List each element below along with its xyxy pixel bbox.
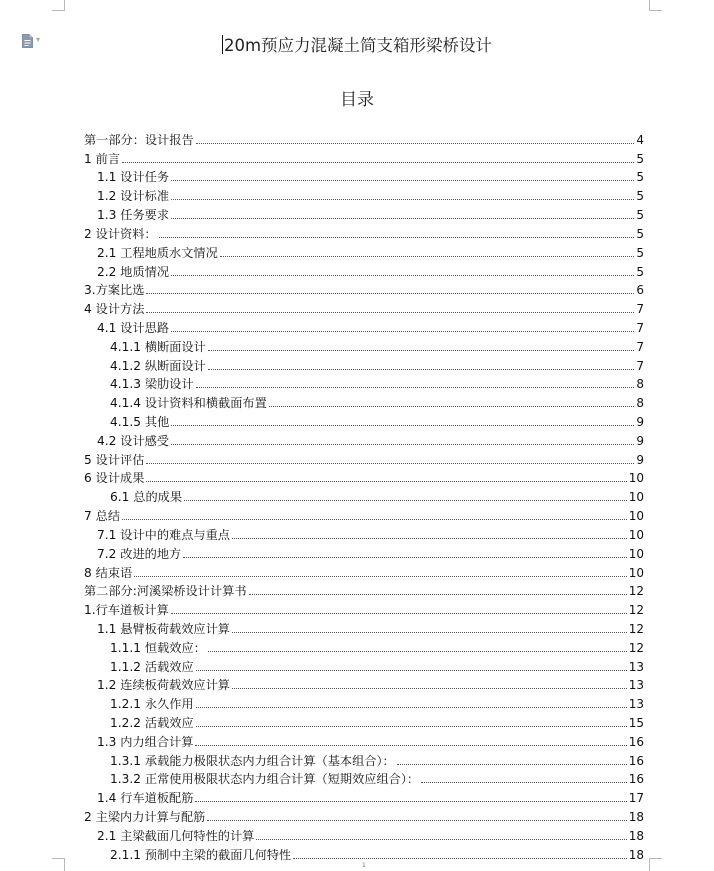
toc-entry[interactable]	[84, 655, 644, 674]
toc-entry[interactable]	[84, 184, 644, 203]
toc-dot-leader	[196, 707, 627, 708]
toc-dot-leader	[293, 858, 627, 859]
toc-entry[interactable]	[84, 147, 644, 166]
toc-entry[interactable]	[84, 730, 644, 749]
toc-entry-label: 2.1.1 预制中主梁的截面几何特性	[110, 847, 292, 862]
toc-dot-leader	[146, 463, 634, 464]
toc-entry-label: 1.4 行车道板配筋	[97, 791, 194, 806]
toc-dot-leader	[171, 275, 634, 276]
toc-entry[interactable]	[84, 692, 644, 711]
toc-dot-leader	[171, 180, 634, 181]
toc-entry-page-number: 5	[636, 226, 644, 241]
toc-entry-label: 1.2.1 永久作用	[110, 697, 194, 712]
toc-entry[interactable]	[84, 749, 644, 768]
toc-entry-page-number: 12	[628, 603, 644, 618]
toc-dot-leader	[184, 500, 627, 501]
toc-entry-page-number: 8	[636, 396, 644, 411]
toc-entry-label: 2.1 工程地质水文情况	[97, 245, 218, 260]
toc-entry[interactable]	[84, 297, 644, 316]
toc-entry-page-number: 18	[628, 810, 644, 825]
toc-dot-leader	[208, 369, 635, 370]
toc-entry-label: 第一部分：设计报告	[84, 132, 194, 147]
toc-dot-leader	[146, 293, 634, 294]
toc-dot-leader	[196, 143, 635, 144]
document-title[interactable]: 20m预应力混凝土简支箱形梁桥设计	[223, 36, 493, 55]
toc-entry-page-number: 8	[636, 377, 644, 392]
toc-entry[interactable]	[84, 391, 644, 410]
toc-entry[interactable]	[84, 429, 644, 448]
toc-dot-leader	[122, 519, 627, 520]
toc-entry-label: 4.1.4 设计资料和横截面布置	[110, 396, 267, 411]
toc-entry-label: 6.1 总的成果	[110, 490, 183, 505]
toc-dot-leader	[232, 688, 627, 689]
toc-entry-label: 1.3.1 承载能力极限状态内力组合计算（基本组合）：	[110, 753, 395, 768]
toc-entry-page-number: 5	[636, 208, 644, 223]
toc-entry-label: 3.方案比选	[84, 283, 145, 298]
toc-entry-label: 4.1 设计思路	[97, 320, 170, 335]
toc-entry[interactable]	[84, 354, 644, 373]
toc-entry[interactable]	[84, 617, 644, 636]
toc-entry-page-number: 12	[628, 621, 644, 636]
toc-entry-label: 2 主梁内力计算与配筋	[84, 810, 206, 825]
toc-dot-leader	[134, 576, 627, 577]
toc-entry[interactable]	[84, 166, 644, 185]
toc-entry-page-number: 9	[636, 415, 644, 429]
toc-entry-page-number: 18	[628, 828, 644, 843]
toc-entry-page-number: 10	[628, 509, 644, 524]
toc-entry[interactable]	[84, 711, 644, 730]
toc-entry[interactable]	[84, 373, 644, 392]
toc-entry-label: 1.2.2 活载效应	[110, 716, 194, 730]
toc-dot-leader	[171, 331, 634, 332]
toc-dot-leader	[196, 726, 627, 727]
toc-entry[interactable]	[84, 279, 644, 298]
toc-entry-page-number: 13	[628, 659, 644, 674]
toc-entry-page-number: 7	[636, 302, 644, 317]
toc-dot-leader	[122, 162, 634, 163]
margin-guide-top-right	[649, 0, 662, 11]
toc-dot-leader	[256, 839, 626, 840]
toc-entry-label: 1.行车道板计算	[84, 603, 169, 618]
toc-dot-leader	[397, 764, 627, 765]
toc-dot-leader	[269, 406, 635, 407]
toc-entry-label: 1.1.2 活载效应	[110, 659, 194, 674]
toc-entry-page-number: 10	[628, 490, 644, 505]
toc-entry-page-number: 18	[628, 847, 644, 862]
toc-entry-label: 2.1 主梁截面几何特性的计算	[97, 828, 255, 843]
toc-entry-page-number: 10	[628, 527, 644, 542]
toc-entry[interactable]	[84, 636, 644, 655]
toc-entry-label: 1 前言	[84, 151, 121, 166]
toc-entry[interactable]	[84, 241, 644, 260]
toc-entry-label: 4.1.2 纵断面设计	[110, 358, 206, 373]
toc-dot-leader	[171, 444, 634, 445]
toc-entry-page-number: 7	[636, 320, 644, 335]
toc-dot-leader	[159, 237, 635, 238]
toc-entry-page-number: 12	[628, 640, 644, 655]
toc-dot-leader	[146, 312, 634, 313]
toc-entry-page-number: 5	[636, 189, 644, 204]
toc-entry-label: 8 结束语	[84, 565, 133, 580]
toc-entry-page-number: 16	[628, 753, 644, 768]
toc-entry[interactable]	[84, 598, 644, 617]
toc-entry[interactable]	[84, 674, 644, 693]
toc-entry-label: 1.3 内力组合计算	[97, 734, 194, 749]
toc-dot-leader	[171, 425, 634, 426]
toc-entry-page-number: 4	[636, 132, 644, 147]
toc-dot-leader	[220, 256, 635, 257]
toc-dot-leader	[171, 199, 634, 200]
toc-entry[interactable]	[84, 260, 644, 279]
toc-heading: 目录	[340, 90, 374, 110]
toc-entry-page-number: 6	[636, 283, 644, 298]
toc-entry-page-number: 7	[636, 339, 644, 354]
toc-dot-leader	[249, 594, 627, 595]
toc-dot-leader	[208, 350, 635, 351]
toc-entry-page-number: 9	[636, 452, 644, 467]
toc-entry[interactable]	[84, 786, 644, 805]
toc-entry[interactable]	[84, 805, 644, 824]
toc-entry-page-number: 10	[628, 546, 644, 561]
toc-entry-page-number: 7	[636, 358, 644, 373]
toc-entry[interactable]	[84, 580, 644, 599]
toc-dot-leader	[183, 557, 627, 558]
toc-dot-leader	[232, 538, 627, 539]
toc-dot-leader	[171, 218, 634, 219]
toc-entry[interactable]	[84, 824, 644, 843]
toc-entry-label: 7.2 改进的地方	[97, 546, 182, 561]
toc-entry-label: 1.3.2 正常使用极限状态内力组合计算（短期效应组合）：	[110, 772, 420, 787]
toc-entry-label: 2 设计资料：	[84, 226, 157, 241]
toc-entry[interactable]	[84, 448, 644, 467]
toc-dot-leader	[208, 651, 627, 652]
toc-entry-page-number: 9	[636, 433, 644, 448]
toc-entry-label: 4.1.5 其他	[110, 415, 170, 429]
toc-entry[interactable]	[84, 485, 644, 504]
toc-entry[interactable]	[84, 335, 644, 354]
toc-dot-leader	[196, 387, 635, 388]
toc-entry-page-number: 16	[628, 772, 644, 787]
toc-entry-label: 1.1.1 恒载效应：	[110, 640, 206, 655]
toc-dot-leader	[195, 801, 626, 802]
toc-entry[interactable]	[84, 542, 644, 561]
table-of-contents	[84, 128, 644, 862]
toc-entry-page-number: 5	[636, 151, 644, 166]
margin-guide-top-left	[52, 0, 65, 11]
toc-entry-label: 5 设计评估	[84, 452, 145, 467]
toc-entry-page-number: 10	[628, 471, 644, 486]
toc-dot-leader	[171, 613, 627, 614]
toc-dot-leader	[207, 820, 626, 821]
toc-dot-leader	[232, 632, 627, 633]
toc-entry-label: 1.1 设计任务	[97, 170, 170, 185]
toc-entry-label: 第二部分:河溪梁桥设计计算书	[84, 584, 247, 599]
toc-entry-label: 4 设计方法	[84, 302, 145, 317]
toc-entry-page-number: 16	[628, 734, 644, 749]
toc-entry[interactable]	[84, 768, 644, 787]
margin-guide-bottom-left	[52, 858, 65, 871]
toc-entry-page-number: 5	[636, 264, 644, 279]
toc-entry[interactable]	[84, 523, 644, 542]
toc-entry-page-number: 13	[628, 697, 644, 712]
toc-entry-label: 1.2 设计标准	[97, 189, 170, 204]
toc-dot-leader	[195, 745, 626, 746]
chevron-down-icon: ▾	[36, 35, 41, 44]
toc-entry-label: 6 设计成果	[84, 471, 145, 486]
margin-guide-bottom-right	[649, 858, 662, 871]
toc-entry-label: 7 总结	[84, 509, 121, 524]
toc-entry-page-number: 10	[628, 565, 644, 580]
toc-entry-page-number: 15	[628, 716, 644, 730]
text-cursor	[222, 35, 223, 54]
page-number-marker: 1	[362, 862, 366, 869]
toc-dot-leader	[421, 782, 627, 783]
toc-entry-label: 1.1 悬臂板荷载效应计算	[97, 621, 230, 636]
toc-entry-page-number: 17	[628, 791, 644, 806]
toc-entry-label: 4.2 设计感受	[97, 433, 170, 448]
toc-entry[interactable]	[84, 203, 644, 222]
toc-entry-label: 7.1 设计中的难点与重点	[97, 527, 230, 542]
toc-entry-label: 1.2 连续板荷载效应计算	[97, 678, 230, 693]
toc-entry-label: 4.1.3 梁肋设计	[110, 377, 194, 392]
toc-dot-leader	[196, 670, 627, 671]
toc-entry-page-number: 12	[628, 584, 644, 599]
toc-entry-label: 4.1.1 横断面设计	[110, 339, 206, 354]
toc-entry[interactable]	[84, 843, 644, 862]
toc-entry[interactable]	[84, 410, 644, 429]
toc-entry[interactable]	[84, 128, 644, 147]
toc-entry-page-number: 5	[636, 245, 644, 260]
toc-entry-label: 1.3 任务要求	[97, 208, 170, 223]
toc-entry[interactable]	[84, 467, 644, 486]
toc-entry-label: 2.2 地质情况	[97, 264, 170, 279]
toc-entry[interactable]	[84, 504, 644, 523]
toc-entry[interactable]	[84, 561, 644, 580]
toc-dot-leader	[146, 481, 626, 482]
toc-entry[interactable]	[84, 316, 644, 335]
toc-entry[interactable]	[84, 222, 644, 241]
toc-entry-page-number: 13	[628, 678, 644, 693]
toc-entry-page-number: 5	[636, 170, 644, 185]
